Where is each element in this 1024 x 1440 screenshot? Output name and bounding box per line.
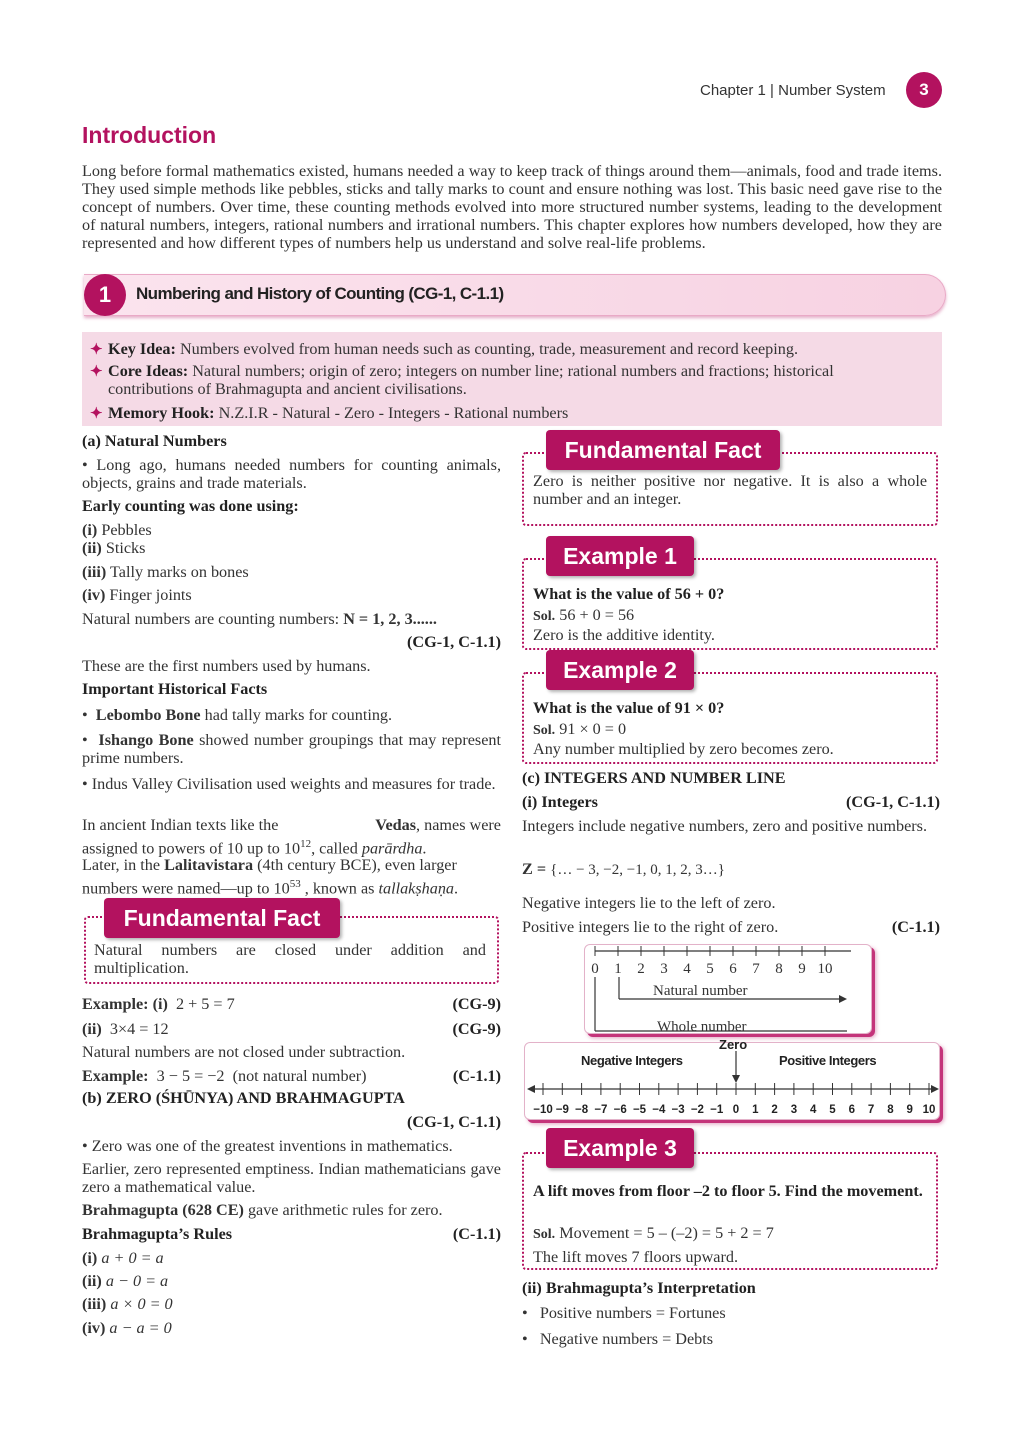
rule-item: (iii) a × 0 = 0 (82, 1295, 173, 1313)
number-line-tick-label: 2 (771, 1104, 778, 1116)
historical-facts-heading: Important Historical Facts (82, 680, 268, 698)
example-1-question: What is the value of 56 + 0? (533, 585, 725, 603)
list-item: (iv) Finger joints (82, 586, 192, 604)
fundamental-fact-tab-right: Fundamental Fact (546, 430, 780, 470)
example-2-tab: Example 2 (546, 650, 694, 690)
rule-item: (iv) a − a = 0 (82, 1319, 172, 1337)
rule-item: (ii) a − 0 = a (82, 1272, 169, 1290)
reference-tag: (C-1.1) (452, 1225, 501, 1243)
brahmagupta-text: Brahmagupta (628 CE) gave arithmetic rules for zero. (82, 1201, 443, 1219)
number-line-tick-label: 0 (732, 1104, 740, 1116)
section-number-badge: 1 (84, 274, 126, 316)
indus-bullet: • Indus Valley Civilisation used weights and measures for trade. (82, 775, 496, 793)
number-line-tick-label: 8 (775, 961, 783, 977)
number-line-tick-label: −4 (652, 1104, 666, 1116)
page-number-badge: 3 (906, 72, 942, 108)
example-2-solution: Sol. 91 × 0 = 0 (533, 720, 627, 738)
positive-integers-text: Positive integers lie to the right of zero. (522, 918, 779, 936)
rule-item: (i) a + 0 = a (82, 1249, 164, 1267)
number-line-tick-label: 1 (614, 961, 622, 977)
reference-tag: (CG-1, C-1.1) (407, 1113, 501, 1131)
plus-icon: ✦ (90, 405, 103, 422)
fundamental-fact-tab: Fundamental Fact (104, 898, 340, 938)
plus-icon: ✦ (90, 341, 103, 358)
number-line-tick-label: −7 (594, 1104, 608, 1116)
number-line-tick-label: 8 (887, 1104, 894, 1116)
core-ideas-line-2: contributions of Brahmagupta and ancient civilisations. (108, 380, 467, 398)
natural-numbers-heading: (a) Natural Numbers (82, 432, 227, 450)
example-3-tab: Example 3 (546, 1128, 694, 1168)
vedas-line-4: numbers were named—up to $10^{53}$ , known as tallakṣhaṇa. (82, 878, 459, 898)
lebombo-bullet: • Lebombo Bone had tally marks for counting. (82, 706, 393, 724)
example-1-note: Zero is the additive identity. (533, 626, 715, 644)
number-line-tick-label: 5 (829, 1104, 836, 1116)
number-line-tick-label: −5 (632, 1104, 647, 1116)
list-item: (i) Pebbles (82, 521, 152, 539)
number-line-tick-label: 6 (848, 1104, 856, 1116)
interpretation-bullet: • Positive numbers = Fortunes (522, 1304, 726, 1322)
number-line-tick-label: 3 (660, 961, 668, 977)
section-title: Numbering and History of Counting (CG-1, C-1.1) (136, 284, 504, 303)
number-line-tick-label: −6 (613, 1104, 627, 1116)
zero-label: Zero (719, 1037, 748, 1052)
example-2-note: Any number multiplied by zero becomes zero. (533, 740, 834, 758)
number-line-tick-label: 7 (752, 961, 760, 977)
example-closure-1: Example: (i) 2 + 5 = 7 (82, 995, 235, 1013)
integers-subheading: (i) Integers (522, 793, 598, 811)
natural-number-label: Natural number (653, 983, 748, 999)
number-line-tick-label: 2 (637, 961, 645, 977)
vedas-line-1: In ancient Indian texts like the Vedas, names were (82, 816, 501, 834)
number-line-tick-label: −3 (671, 1104, 685, 1116)
reference-tag: (CG-9) (452, 1020, 501, 1038)
reference-tag: (CG-9) (452, 995, 501, 1013)
number-line-tick-label: 4 (809, 1104, 817, 1116)
example-subtraction: Example: 3 − 5 = −2 (not natural number) (82, 1067, 367, 1085)
reference-tag: (CG-1, C-1.1) (407, 633, 501, 651)
intro-paragraph: Long before formal mathematics existed, humans needed a way to keep track of things around them—animals, food and trade items. They used simple methods like pebbles, sticks and tally marks to count and ensure nothing was lost. This basic need gave rise to the concept of numbers. Over time, these counting methods evolved into more structured number systems, leading to the development of natural numbers, integers, rational numbers and irrational numbers. This chapter explores how numbers developed, how they are represented and how different types of numbers help us understand and solve real-life problems. (82, 162, 942, 252)
number-line-tick-label: 3 (790, 1104, 798, 1116)
number-line-tick-label: −2 (690, 1104, 704, 1116)
example-3-note: The lift moves 7 floors upward. (533, 1248, 738, 1266)
example-1-solution: Sol. 56 + 0 = 56 (533, 606, 635, 624)
zero-bullet: • Zero was one of the greatest inventions in mathematics. (82, 1137, 453, 1155)
number-line-tick-label: −9 (555, 1104, 569, 1116)
number-line-tick-label: 7 (867, 1104, 875, 1116)
list-item: (ii) Sticks (82, 539, 146, 557)
reference-tag: (C-1.1) (452, 1067, 501, 1085)
number-line-tick-label: 0 (591, 961, 599, 977)
number-line-tick-label: −1 (710, 1104, 724, 1116)
vedas-line-3: Later, in the Lalitavistara (4th century BCE), even larger (82, 856, 457, 874)
number-line-tick-label: 10 (817, 961, 833, 977)
number-line-tick-label: 4 (683, 961, 691, 977)
not-closed-text: Natural numbers are not closed under subtraction. (82, 1043, 406, 1061)
natural-numbers-bullet: • Long ago, humans needed numbers for counting animals, objects, grains and trade materials. (82, 456, 501, 492)
vedas-line-2: assigned to powers of 10 up to $10^{12}$, called parārdha. (82, 838, 427, 858)
early-counting-heading: Early counting was done using: (82, 497, 299, 515)
list-item: (iii) Tally marks on bones (82, 563, 249, 581)
rules-heading: Brahmagupta’s Rules (82, 1225, 233, 1243)
number-line-tick-label: 5 (706, 961, 714, 977)
core-ideas-line: Core Ideas: Natural numbers; origin of zero; integers on number line; rational numbers and fractions; historical (108, 362, 834, 380)
integers-definition: Integers include negative numbers, zero and positive numbers. (522, 817, 928, 835)
example-3-solution: Sol. Movement = 5 – (–2) = 5 + 2 = 7 (533, 1224, 774, 1242)
whole-number-label: Whole number (657, 1019, 747, 1035)
zero-heading: (b) ZERO (ŚHŪNYA) AND BRAHMAGUPTA (82, 1089, 405, 1107)
example-3-question: A lift moves from floor –2 to floor 5. Find the movement. (533, 1182, 923, 1200)
interpretation-bullet: • Negative numbers = Debts (522, 1330, 714, 1348)
example-1-tab: Example 1 (546, 536, 694, 576)
intro-title: Introduction (82, 122, 217, 148)
example-closure-2: (ii) 3×4 = 12 (82, 1020, 169, 1038)
plus-icon: ✦ (90, 363, 103, 380)
number-line-tick-label: 1 (752, 1104, 759, 1116)
number-line-tick-label: 6 (729, 961, 737, 977)
fundamental-fact-text: Natural numbers are closed under addition and multiplication. (94, 941, 486, 977)
example-2-question: What is the value of 91 × 0? (533, 699, 725, 717)
natural-def: Natural numbers are counting numbers: N = 1, 2, 3...... (82, 610, 437, 628)
number-line-tick-label: 10 (922, 1104, 936, 1116)
negative-integers-label: Negative Integers (581, 1053, 683, 1068)
integer-set: Z = {… − 3, −2, −1, 0, 1, 2, 3…} (522, 860, 725, 878)
number-line-tick-label: 9 (798, 961, 806, 977)
first-used-text: These are the first numbers used by humans. (82, 657, 371, 675)
number-line-integers (524, 1037, 940, 1120)
positive-integers-label: Positive Integers (779, 1053, 877, 1068)
number-line-natural-whole (584, 944, 872, 1034)
ishango-bullet: • Ishango Bone showed number groupings that may represent prime numbers. (82, 731, 501, 767)
fundamental-fact-text-right: Zero is neither positive nor negative. It is also a whole number and an integer. (533, 472, 927, 508)
number-line-tick-label: 9 (906, 1104, 913, 1116)
key-idea-line: Key Idea: Numbers evolved from human needs such as counting, trade, measurement and record keeping. (108, 340, 799, 358)
running-header: Chapter 1 | Number System (700, 82, 886, 99)
number-line-tick-label: −10 (533, 1104, 553, 1116)
reference-tag: (C-1.1) (891, 918, 940, 936)
memory-hook-line: Memory Hook: N.Z.I.R - Natural - Zero - Integers - Rational numbers (108, 404, 569, 422)
number-line-tick-label: −8 (575, 1104, 589, 1116)
integers-heading: (c) INTEGERS AND NUMBER LINE (522, 769, 786, 787)
earlier-text: Earlier, zero represented emptiness. Indian mathematicians gave zero a mathematical value. (82, 1160, 501, 1196)
reference-tag: (CG-1, C-1.1) (846, 793, 940, 811)
interpretation-heading: (ii) Brahmagupta’s Interpretation (522, 1279, 756, 1297)
negative-integers-text: Negative integers lie to the left of zero. (522, 894, 776, 912)
